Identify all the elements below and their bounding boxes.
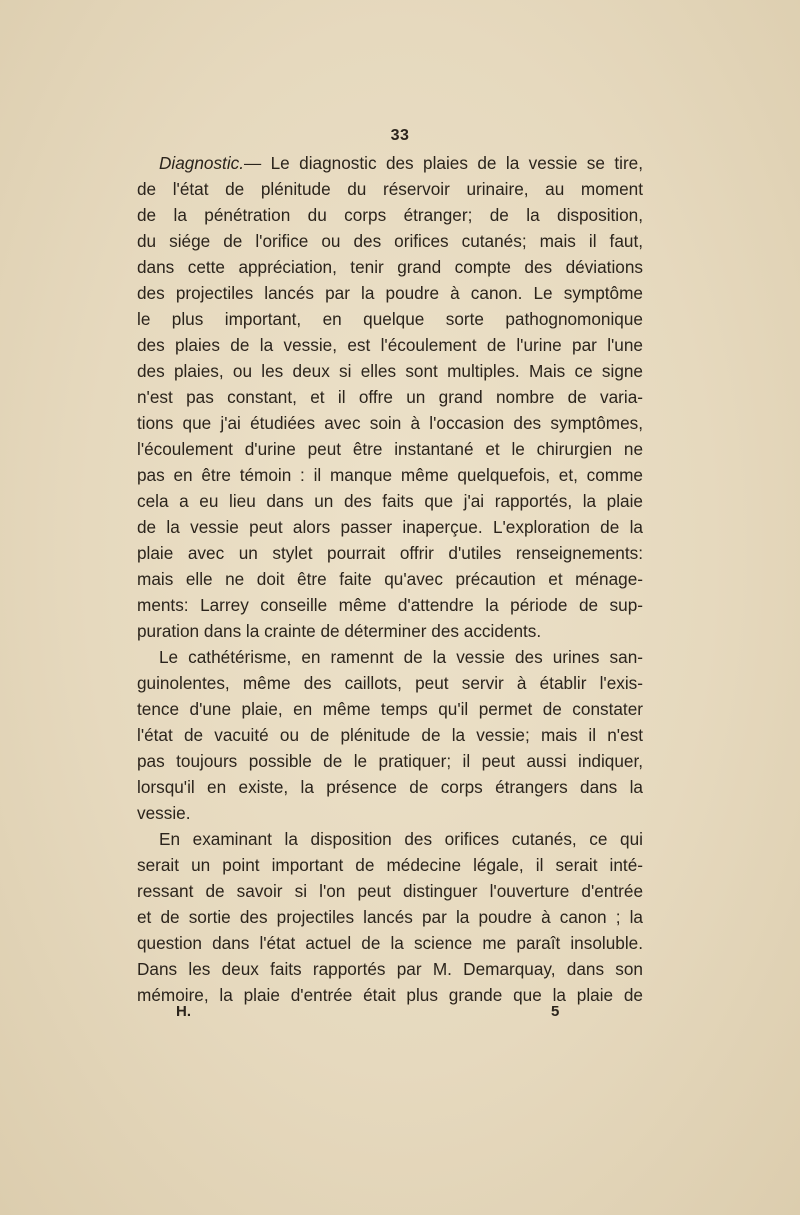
text-line: question dans l'état actuel de la science me paraît insoluble. — [137, 933, 643, 953]
text-line: serait un point important de médecine légale, il serait inté- — [137, 855, 643, 875]
text-line: mémoire, la plaie d'entrée était plus grande que la plaie de — [137, 985, 643, 1005]
text-line: pas en être témoin : il manque même quelquefois, et, comme — [137, 465, 643, 485]
text-line: plaie avec un stylet pourrait offrir d'utiles renseignements: — [137, 543, 643, 563]
text-line: des projectiles lancés par la poudre à canon. Le symptôme — [137, 283, 643, 303]
text-line: tions que j'ai étudiées avec soin à l'occasion des symptômes, — [137, 413, 643, 433]
text-line: mais elle ne doit être faite qu'avec précaution et ménage- — [137, 569, 643, 589]
text-line: de la vessie peut alors passer inaperçue. L'exploration de la — [137, 517, 643, 537]
text-line: n'est pas constant, et il offre un grand nombre de varia- — [137, 387, 643, 407]
text-line: l'état de vacuité ou de plénitude de la vessie; mais il n'est — [137, 725, 643, 745]
text-line: du siége de l'orifice ou des orifices cutanés; mais il faut, — [137, 231, 643, 251]
text-line: En examinant la disposition des orifices cutanés, ce qui — [159, 829, 643, 849]
text-line: vessie. — [137, 803, 191, 823]
text-line: Diagnostic.— Le diagnostic des plaies de la vessie se tire, — [159, 153, 643, 173]
text-line: l'écoulement d'urine peut être instantané et le chirurgien ne — [137, 439, 643, 459]
section-heading-italic: Diagnostic. — [159, 153, 245, 173]
text-line: des plaies de la vessie, est l'écoulement de l'urine par l'une — [137, 335, 643, 355]
page-number: 33 — [390, 127, 410, 144]
page-footer — [0, 1003, 800, 1025]
text-line: ressant de savoir si l'on peut distinguer l'ouverture d'entrée — [137, 881, 643, 901]
text-line: de la pénétration du corps étranger; de la disposition, — [137, 205, 643, 225]
text-line: dans cette appréciation, tenir grand compte des déviations — [137, 257, 643, 277]
text-line: Le cathétérisme, en ramennt de la vessie des urines san- — [159, 647, 643, 667]
text-line: pas toujours possible de le pratiquer; il peut aussi indiquer, — [137, 751, 643, 771]
text-line: Dans les deux faits rapportés par M. Demarquay, dans son — [137, 959, 643, 979]
body-text — [137, 150, 643, 1008]
text-line: ments: Larrey conseille même d'attendre la période de sup- — [137, 595, 643, 615]
text-line: le plus important, en quelque sorte pathognomonique — [137, 309, 643, 329]
text-line: et de sortie des projectiles lancés par la poudre à canon ; la — [137, 907, 643, 927]
text-line: lorsqu'il en existe, la présence de corps étrangers dans la — [137, 777, 643, 797]
sheet-number: 5 — [551, 1003, 560, 1020]
text-line: des plaies, ou les deux si elles sont multiples. Mais ce signe — [137, 361, 643, 381]
text-line: de l'état de plénitude du réservoir urinaire, au moment — [137, 179, 643, 199]
signature-mark: H. — [176, 1003, 191, 1020]
text-line: cela a eu lieu dans un des faits que j'ai rapportés, la plaie — [137, 491, 643, 511]
text-line: tence d'une plaie, en même temps qu'il permet de constater — [137, 699, 643, 719]
text-line: guinolentes, même des caillots, peut servir à établir l'exis- — [137, 673, 643, 693]
text-line: puration dans la crainte de déterminer des accidents. — [137, 621, 542, 641]
